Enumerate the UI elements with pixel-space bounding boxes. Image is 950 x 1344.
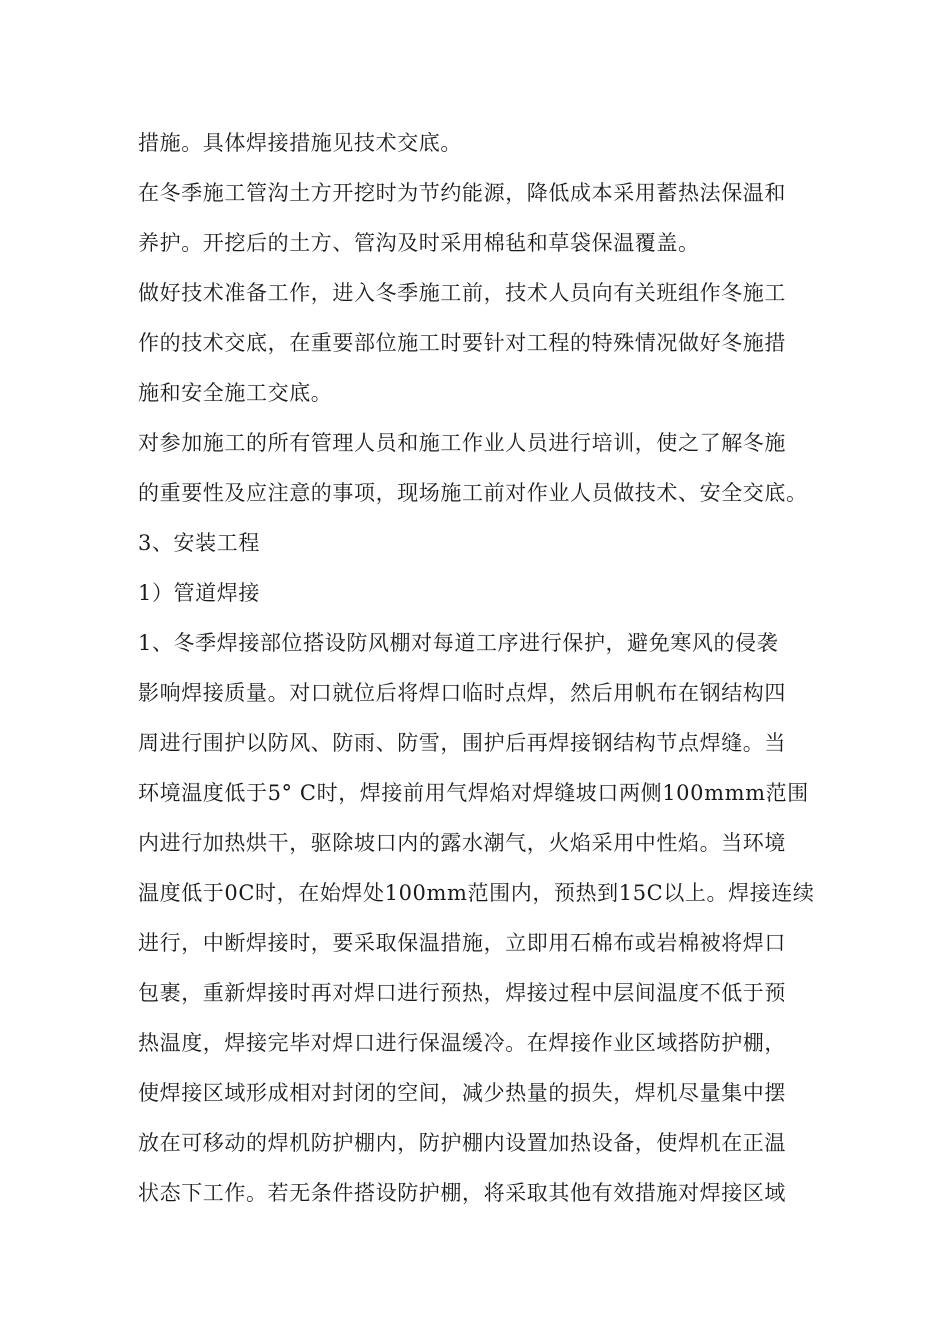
text-line: 环境温度低于5° C时，焊接前用气焊焰对焊缝坡口两侧100mmm范围 <box>138 781 809 805</box>
text-line: 温度低于0C时，在始焊处100mm范围内，预热到15C以上。焊接连续 <box>138 881 815 905</box>
text-line: 措施。具体焊接措施见技术交底。 <box>138 131 462 155</box>
text-line: 周进行围护以防风、防雨、防雪，围护后再焊接钢结构节点焊缝。当 <box>138 731 786 755</box>
text-line: 状态下工作。若无条件搭设防护棚，将采取其他有效措施对焊接区域 <box>138 1181 786 1205</box>
text-line: 1、冬季焊接部位搭设防风棚对每道工序进行保护，避免寒风的侵袭 <box>138 631 779 655</box>
document-body <box>138 118 828 1218</box>
text-line: 养护。开挖后的土方、管沟及时采用棉毡和草袋保温覆盖。 <box>138 231 700 255</box>
text-line: 放在可移动的焊机防护棚内，防护棚内设置加热设备，使焊机在正温 <box>138 1131 786 1155</box>
text-line: 进行，中断焊接时，要采取保温措施，立即用石棉布或岩棉被将焊口 <box>138 931 786 955</box>
text-line: 施和安全施工交底。 <box>138 381 333 405</box>
text-line: 作的技术交底，在重要部位施工时要针对工程的特殊情况做好冬施措 <box>138 331 786 355</box>
text-line: 影响焊接质量。对口就位后将焊口临时点焊，然后用帆布在钢结构四 <box>138 681 786 705</box>
text-line: 内进行加热烘干，驱除坡口内的露水潮气，火焰采用中性焰。当环境 <box>138 831 786 855</box>
text-line: 使焊接区域形成相对封闭的空间，减少热量的损失，焊机尽量集中摆 <box>138 1081 786 1105</box>
text-line: 在冬季施工管沟土方开挖时为节约能源，降低成本采用蓄热法保温和 <box>138 181 786 205</box>
text-line: 热温度，焊接完毕对焊口进行保温缓冷。在焊接作业区域搭防护棚， <box>138 1031 786 1055</box>
subsection-heading: 1）管道焊接 <box>138 581 260 605</box>
text-line: 做好技术准备工作，进入冬季施工前，技术人员向有关班组作冬施工 <box>138 281 786 305</box>
text-line: 对参加施工的所有管理人员和施工作业人员进行培训，使之了解冬施 <box>138 431 786 455</box>
section-heading: 3、安装工程 <box>138 531 260 555</box>
text-line: 的重要性及应注意的事项，现场施工前对作业人员做技术、安全交底。 <box>138 481 808 505</box>
text-line: 包裹，重新焊接时再对焊口进行预热，焊接过程中层间温度不低于预 <box>138 981 786 1005</box>
